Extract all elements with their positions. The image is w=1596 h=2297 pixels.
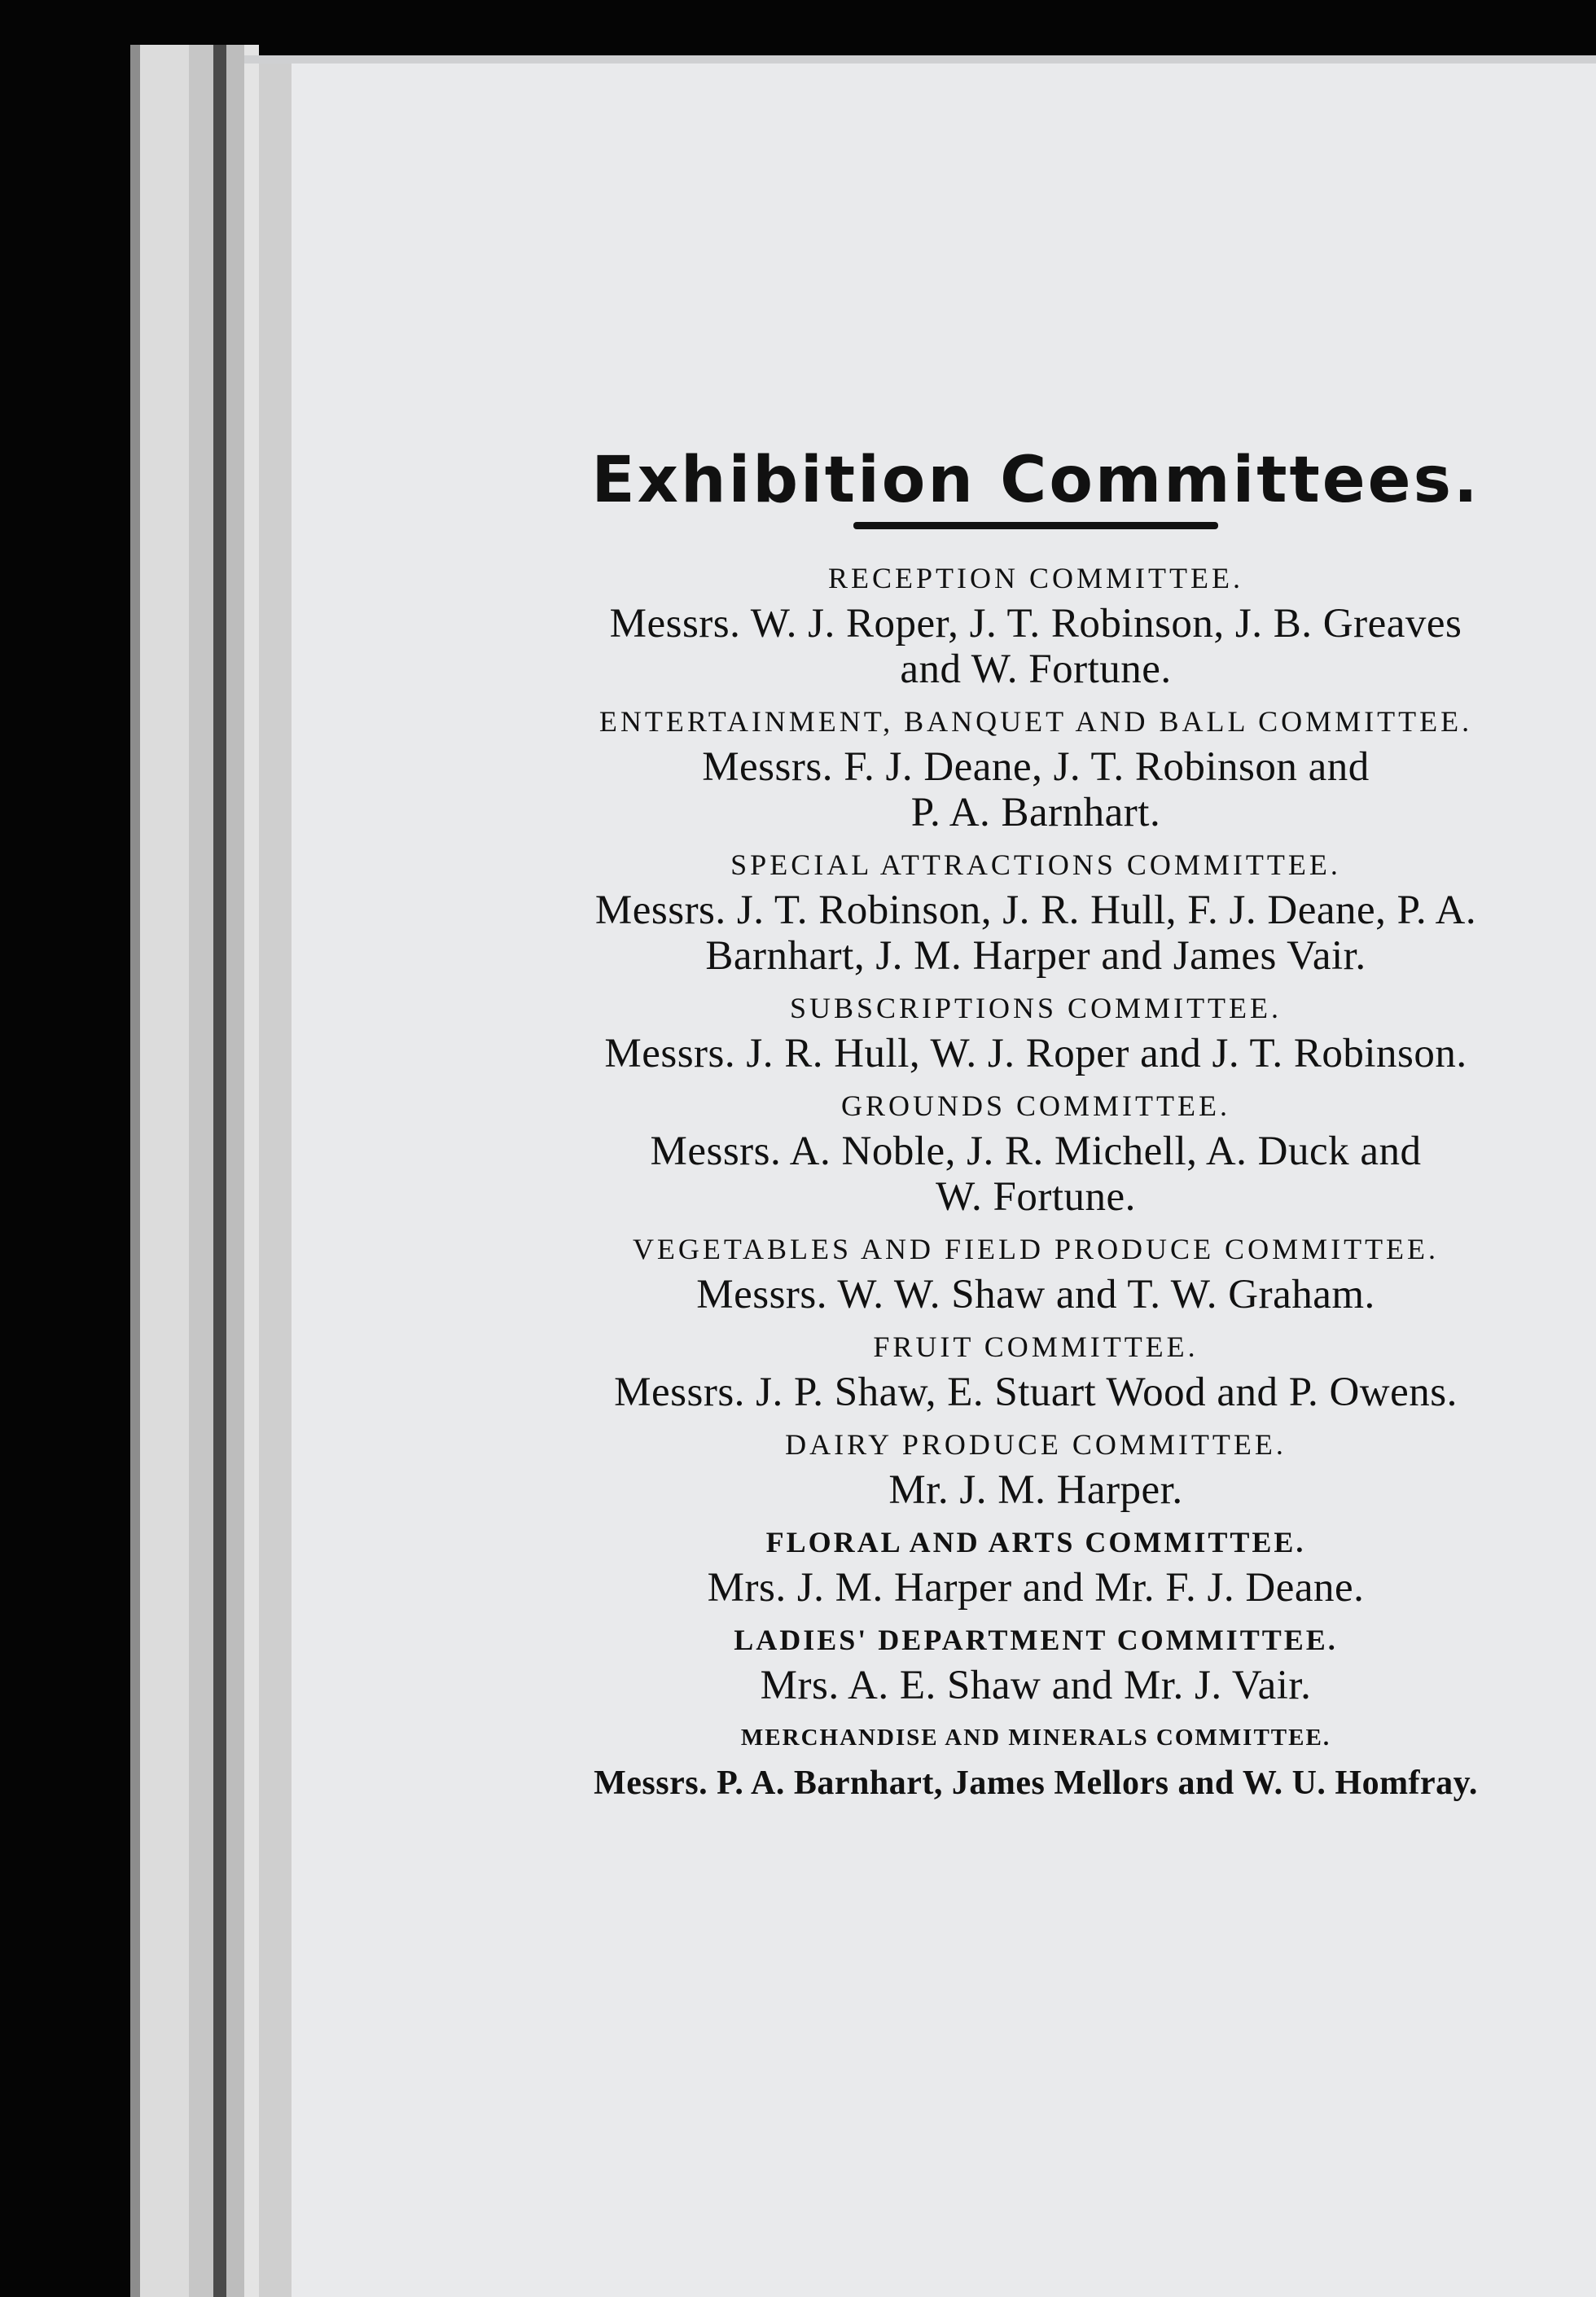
page-content: [498, 444, 1573, 1817]
committee-heading: DAIRY PRODUCE COMMITTEE.: [785, 1428, 1287, 1461]
page-edge: [189, 45, 213, 2297]
committee-members: [498, 744, 1573, 835]
committee-heading: VEGETABLES AND FIELD PRODUCE COMMITTEE.: [632, 1233, 1440, 1265]
page-edge: [130, 45, 140, 2297]
committee-members: [498, 601, 1573, 692]
committee-dairy: [498, 1427, 1573, 1513]
title-underline: [853, 522, 1218, 529]
committee-heading: GROUNDS COMMITTEE.: [840, 1089, 1230, 1122]
members-line: Messrs. F. J. Deane, J. T. Robinson and: [702, 744, 1370, 790]
committee-entertainment: [498, 704, 1573, 835]
members-line: Mrs. A. E. Shaw and Mr. J. Vair.: [760, 1663, 1312, 1708]
committee-vegetables: [498, 1231, 1573, 1317]
committee-reception: [498, 560, 1573, 692]
members-line: W. Fortune.: [936, 1174, 1136, 1220]
members-line: Mrs. J. M. Harper and Mr. F. J. Deane.: [707, 1565, 1365, 1611]
page-title: Exhibition Committees.: [591, 444, 1480, 517]
members-line: Messrs. J. T. Robinson, J. R. Hull, F. J. Deane, P. A.: [594, 888, 1477, 933]
members-line: Messrs. W. W. Shaw and T. W. Graham.: [696, 1272, 1375, 1317]
page-edge: [259, 57, 292, 2297]
committee-heading: ENTERTAINMENT, BANQUET AND BALL COMMITTEE.: [598, 705, 1473, 738]
committee-members: [498, 1565, 1573, 1611]
committee-heading: SPECIAL ATTRACTIONS COMMITTEE.: [730, 848, 1341, 881]
committee-members: [498, 1031, 1573, 1076]
committee-members: [498, 888, 1573, 979]
committee-fruit: [498, 1329, 1573, 1415]
committee-members: [498, 1760, 1573, 1806]
committee-floral-arts: [498, 1524, 1573, 1611]
members-line: and W. Fortune.: [900, 647, 1172, 692]
committee-special-attractions: [498, 847, 1573, 979]
committee-heading: FLORAL AND ARTS COMMITTEE.: [765, 1526, 1306, 1558]
page-edge: [213, 45, 226, 2297]
committee-members: [498, 1129, 1573, 1220]
committee-merchandise-minerals: [498, 1720, 1573, 1806]
committee-members: [498, 1370, 1573, 1415]
members-line: Messrs. J. R. Hull, W. J. Roper and J. T. Robinson.: [604, 1031, 1467, 1076]
members-line: Messrs. A. Noble, J. R. Michell, A. Duck and: [650, 1129, 1422, 1174]
committee-heading: LADIES' DEPARTMENT COMMITTEE.: [734, 1624, 1338, 1656]
committee-subscriptions: [498, 990, 1573, 1076]
committee-members: [498, 1272, 1573, 1317]
committee-members: [498, 1467, 1573, 1513]
members-line: Messrs. J. P. Shaw, E. Stuart Wood and P. Owens.: [614, 1370, 1458, 1415]
committee-heading: RECEPTION COMMITTEE.: [828, 562, 1243, 594]
page-edge: [244, 45, 259, 2297]
committee-grounds: [498, 1088, 1573, 1220]
committee-heading: MERCHANDISE AND MINERALS COMMITTEE.: [740, 1725, 1331, 1751]
members-line: Barnhart, J. M. Harper and James Vair.: [705, 933, 1366, 979]
committee-heading: FRUIT COMMITTEE.: [873, 1330, 1199, 1363]
committee-heading: SUBSCRIPTIONS COMMITTEE.: [789, 992, 1282, 1024]
page-edge: [226, 45, 244, 2297]
page-top-edge: [244, 55, 1596, 64]
members-line: Messrs. P. A. Barnhart, James Mellors and W. U. Homfray.: [594, 1764, 1478, 1802]
committee-ladies-department: [498, 1622, 1573, 1708]
members-line: P. A. Barnhart.: [910, 790, 1161, 835]
members-line: Mr. J. M. Harper.: [888, 1467, 1183, 1513]
page-edge: [140, 45, 189, 2297]
committee-members: [498, 1663, 1573, 1708]
members-line: Messrs. W. J. Roper, J. T. Robinson, J. B. Greaves: [609, 601, 1462, 647]
